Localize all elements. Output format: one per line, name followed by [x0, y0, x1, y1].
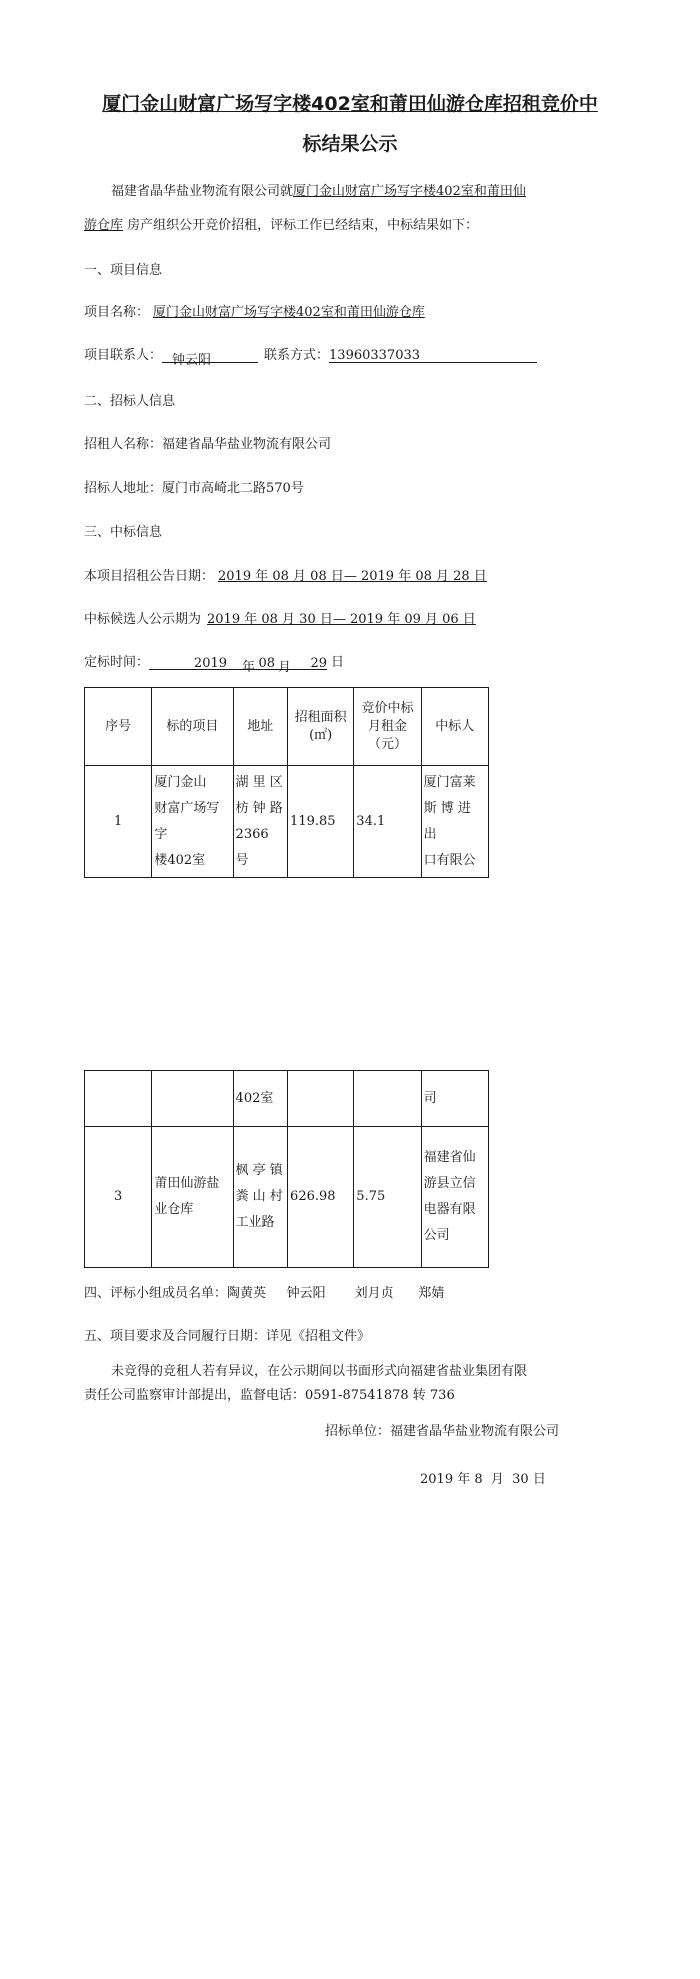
intro-line-2	[84, 214, 478, 233]
header-winner: 中标人	[421, 688, 488, 766]
row1-winner-l2: 斯 博 进 出	[423, 800, 471, 842]
announce-line	[84, 565, 487, 584]
tender-unit: 招标单位：福建省晶华盐业物流有限公司	[325, 1424, 560, 1439]
row1-item-l1: 厦门金山	[154, 774, 207, 790]
title-line-1: 厦门金山财富广场写字楼402室和莆田仙游仓库招租竞价中	[102, 93, 598, 115]
table-row	[85, 766, 489, 878]
intro-prefix: 福建省晶华盐业物流有限公司就	[111, 184, 294, 199]
signature-date: 2019 年 8 月 30 日	[420, 1472, 546, 1487]
header-address: 地址	[233, 688, 288, 766]
row3-winner-l3: 电器有限	[423, 1202, 476, 1217]
decision-year-unit: 年	[231, 656, 255, 670]
row1-cont-rent	[354, 1071, 421, 1127]
contact-value: 钟云阳	[162, 349, 258, 363]
announce-label: 本项目招租公告日期：	[84, 569, 215, 584]
title-line-2: 标结果公示	[302, 133, 398, 155]
header-area	[288, 688, 354, 766]
result-table-bottom	[84, 1070, 489, 1268]
section1-heading: 一、项目信息	[84, 263, 163, 278]
table-row	[85, 1127, 489, 1268]
header-rent	[354, 688, 421, 766]
decision-year: 2019	[149, 656, 231, 670]
row1-item-l2: 财富广场写字	[154, 800, 220, 842]
header-area-line-1: 招租面积	[294, 709, 347, 725]
decision-day-unit: 日	[331, 655, 345, 670]
tenderer-address: 招标人地址：厦门市高崎北二路570号	[84, 481, 304, 496]
page-title	[90, 84, 610, 164]
project-name-line	[84, 301, 425, 320]
section3-heading: 三、中标信息	[84, 525, 163, 540]
publicity-value: 2019 年 08 月 30 日— 2019 年 09 月 06 日	[207, 612, 476, 627]
committee-members: 四、评标小组成员名单：陶黄英 钟云阳 刘月贞 郑婧	[84, 1286, 445, 1301]
row1-rent: 34.1	[354, 766, 421, 878]
header-no: 序号	[85, 688, 152, 766]
row1-item	[152, 766, 233, 878]
section2-heading: 二、招标人信息	[84, 394, 176, 409]
table-header-row	[85, 688, 489, 766]
row3-winner-l4: 公司	[423, 1228, 450, 1243]
row1-winner-l3: 口有限公	[423, 852, 476, 868]
row1-cont-address: 402室	[233, 1071, 288, 1127]
project-name-value: 厦门金山财富广场写字楼402室和莆田仙游仓库	[153, 305, 425, 320]
row1-area: 119.85	[288, 766, 354, 878]
intro-line-1	[111, 180, 526, 199]
row1-cont-area	[288, 1071, 354, 1127]
phone-label: 联系方式：	[264, 348, 330, 363]
objection-line-1: 未竞得的竞租人若有异议，在公示期间以书面形式向福建省盐业集团有限	[111, 1364, 528, 1379]
row1-winner	[421, 766, 488, 878]
publicity-line	[84, 608, 476, 627]
header-rent-line-3: （元）	[367, 736, 407, 752]
table-row	[85, 1071, 489, 1127]
header-area-line-2: (㎡)	[309, 727, 333, 743]
decision-line	[84, 651, 345, 675]
row3-area: 626.98	[288, 1127, 354, 1268]
header-rent-line-1: 竞价中标	[361, 700, 414, 716]
contact-label: 项目联系人：	[84, 348, 163, 363]
row1-addr-l3: 2366 号	[235, 826, 269, 868]
intro-suffix: 房产组织公开竞价招租，评标工作已经结束，中标结果如下：	[127, 218, 479, 233]
phone-value: 13960337033	[329, 348, 537, 363]
decision-day: 29	[291, 656, 327, 670]
row3-item-l1: 莆田仙游盐	[154, 1176, 220, 1191]
row1-addr-l1: 湖 里 区	[235, 774, 283, 790]
decision-month: 08	[255, 656, 275, 670]
tenderer-name: 招租人名称：福建省晶华盐业物流有限公司	[84, 437, 332, 452]
header-rent-line-2: 月租金	[367, 718, 407, 734]
header-item: 标的项目	[152, 688, 233, 766]
intro-project-underlined-2: 游仓库	[84, 218, 124, 233]
row1-cont-item	[152, 1071, 233, 1127]
project-name-label: 项目名称：	[84, 305, 150, 320]
decision-label: 定标时间：	[84, 655, 150, 670]
row3-no: 3	[85, 1127, 152, 1268]
row3-winner	[421, 1127, 488, 1268]
decision-month-unit: 月	[275, 656, 291, 670]
publicity-label: 中标候选人公示期为	[84, 612, 202, 627]
contact-line	[84, 344, 537, 368]
row3-item	[152, 1127, 233, 1268]
row1-addr-l2: 枋 钟 路	[235, 800, 283, 816]
row1-cont-winner: 司	[421, 1071, 488, 1127]
row1-item-l3: 楼402室	[154, 852, 206, 868]
row1-address	[233, 766, 288, 878]
project-requirements: 五、项目要求及合同履行日期：详见《招租文件》	[84, 1329, 371, 1344]
result-table-top	[84, 687, 489, 878]
row1-no: 1	[85, 766, 152, 878]
row3-addr-l2: 粪 山 村	[235, 1189, 283, 1204]
row1-winner-l1: 厦门富莱	[423, 774, 476, 790]
row3-winner-l1: 福建省仙	[423, 1150, 476, 1165]
row3-addr-l1: 枫 亭 镇	[235, 1163, 283, 1178]
objection-line-2: 责任公司监察审计部提出，监督电话：0591-87541878 转 736	[84, 1388, 455, 1403]
row3-rent: 5.75	[354, 1127, 421, 1268]
row3-address	[233, 1127, 288, 1268]
row3-item-l2: 业仓库	[154, 1202, 194, 1217]
intro-project-underlined: 厦门金山财富广场写字楼402室和莆田仙	[293, 184, 526, 199]
row3-addr-l3: 工业路	[235, 1215, 275, 1230]
announce-value: 2019 年 08 月 08 日— 2019 年 08 月 28 日	[218, 569, 487, 584]
row3-winner-l2: 游县立信	[423, 1176, 476, 1191]
row1-cont-no	[85, 1071, 152, 1127]
